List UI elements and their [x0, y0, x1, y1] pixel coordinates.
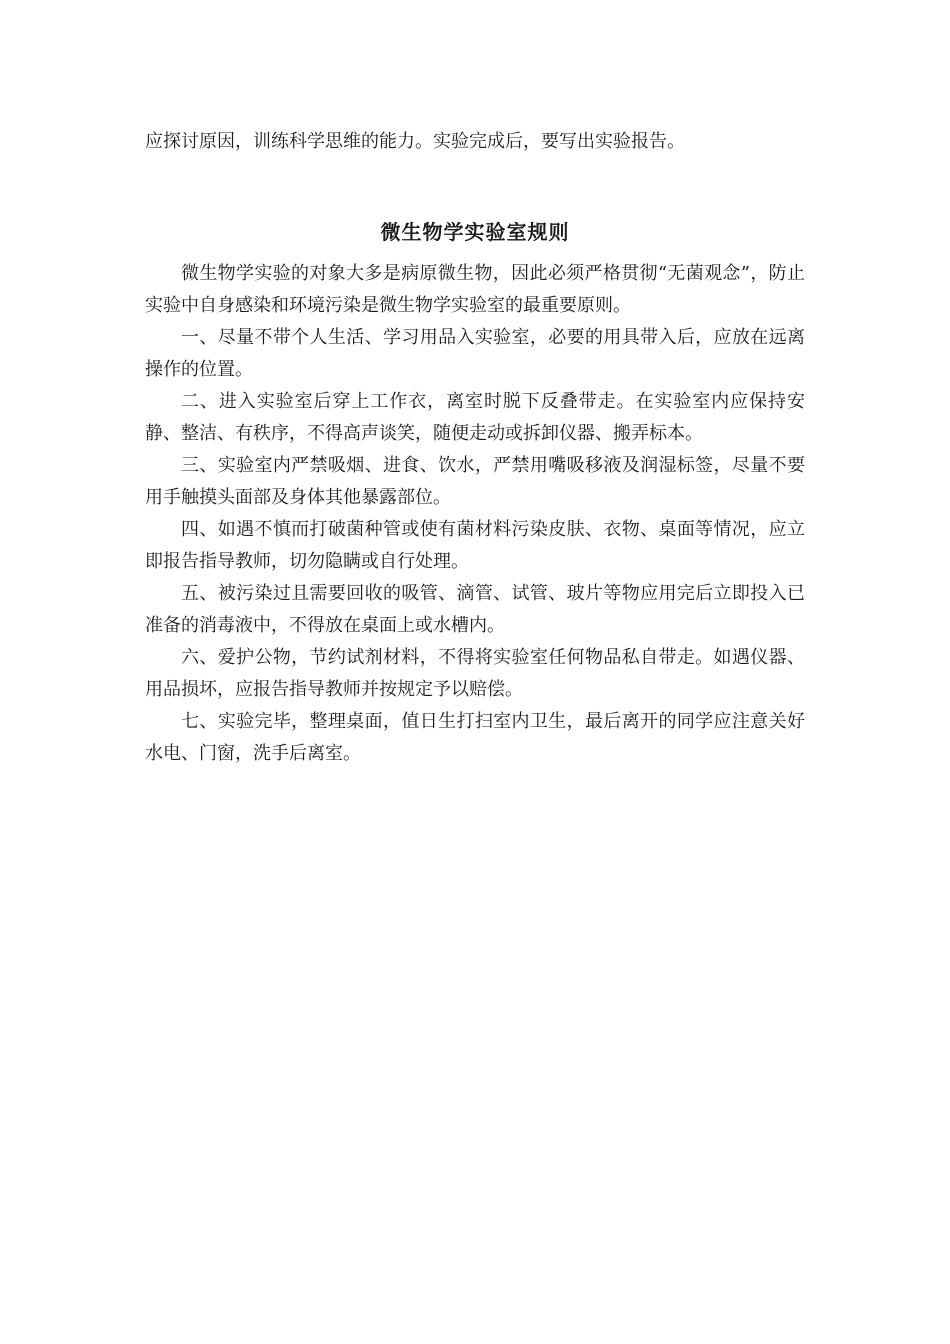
- rule-7: 七、实验完毕，整理桌面，值日生打扫室内卫生，最后离开的同学应注意关好水电、门窗，洗手后离室。: [145, 711, 805, 764]
- page-title: 微生物学实验室规则: [380, 220, 570, 244]
- rule-2: 二、进入实验室后穿上工作衣，离室时脱下反叠带走。在实验室内应保持安静、整洁、有秩序，不得高声谈笑，随便走动或拆卸仪器、搬弄标本。: [145, 391, 805, 444]
- rule-6: 六、爱护公物，节约试剂材料，不得将实验室任何物品私自带走。如遇仪器、用品损坏，应报告指导教师并按规定予以赔偿。: [145, 647, 805, 700]
- rule-3: 三、实验室内严禁吸烟、进食、饮水，严禁用嘴吸移液及润湿标签，尽量不要用手触摸头面部及身体其他暴露部位。: [145, 455, 805, 508]
- intro-paragraph: 微生物学实验的对象大多是病原微生物，因此必须严格贯彻“无菌观念”，防止实验中自身感染和环境污染是微生物学实验室的最重要原则。: [145, 263, 805, 316]
- rule-5: 五、被污染过且需要回收的吸管、滴管、试管、玻片等物应用完后立即投入已准备的消毒液中，不得放在桌面上或水槽内。: [145, 583, 805, 636]
- rule-1: 一、尽量不带个人生活、学习用品入实验室，必要的用具带入后，应放在远离操作的位置。: [145, 327, 805, 380]
- rule-4: 四、如遇不慎而打破菌种管或使有菌材料污染皮肤、衣物、桌面等情况，应立即报告指导教师，切勿隐瞒或自行处理。: [145, 519, 805, 572]
- continuation-text: 应探讨原因，训练科学思维的能力。实验完成后，要写出实验报告。: [145, 131, 685, 152]
